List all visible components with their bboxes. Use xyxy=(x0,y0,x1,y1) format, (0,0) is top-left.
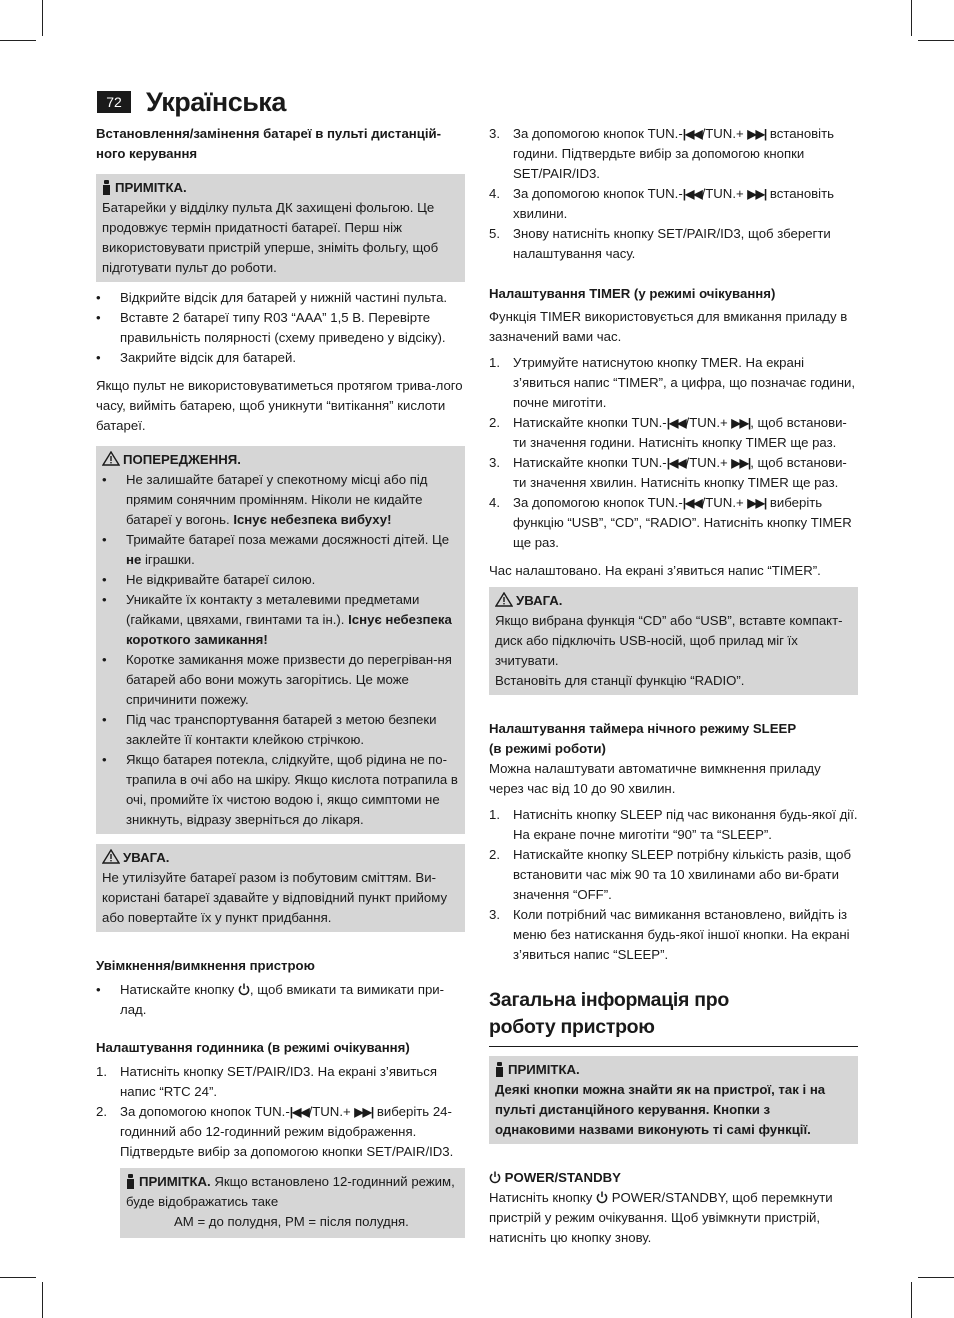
warning-icon xyxy=(102,849,120,864)
next-icon: ▶▶| xyxy=(731,456,751,470)
prev-icon: |◀◀ xyxy=(289,1105,309,1119)
crop-mark xyxy=(911,1282,912,1318)
caution-title: УВАГА. xyxy=(495,591,852,611)
crop-mark xyxy=(911,0,912,36)
note-clock-line: AM = до полудня, PM = після полудня. xyxy=(174,1214,409,1229)
list-item: 4. За допомогою кнопок TUN.-|◀◀/TUN.+ ▶▶| виберіть функцію “USB”, “CD”, “RADIO”. Натисніть кнопку TIMER ще раз. xyxy=(489,495,852,550)
sleep-intro: Можна налаштувати автоматичне вимкнення приладу через час від 10 до 90 хвилин. xyxy=(489,761,821,796)
power-icon xyxy=(596,1191,608,1204)
power-heading: Увімкнення/вимкнення пристрою xyxy=(96,958,315,973)
battery-heading: Встановлення/замінення батареї в пульті дистанцій-ного керування xyxy=(96,126,442,161)
page-title: Українська xyxy=(146,87,286,117)
battery-steps xyxy=(96,288,465,368)
note-clock-text: ПРИМІТКА. Якщо встановлено 12-годинний режим, буде відображатись таке xyxy=(126,1174,455,1209)
right-column xyxy=(489,124,858,1248)
battery-paragraph: Якщо пульт не використовуватиметься протягом трива-лого часу, вийміть батарею, щоб уникнути “витікання” кислоти батареї. xyxy=(96,378,463,433)
list-item: • Коротке замикання може призвести до перегріван-ня батарей або вони можуть загорітись. Це може спричинити пожежу. xyxy=(102,650,459,710)
list-item: • Не відкривайте батареї силою. xyxy=(102,570,459,590)
list-item: • Закрийте відсік для батарей. xyxy=(96,348,465,368)
list-item: 5. Знову натисніть кнопку SET/PAIR/ID3, щоб зберегти налаштування часу. xyxy=(489,226,831,261)
standby-text: Натисніть кнопку POWER/STANDBY, щоб перемкнути пристрій у режим очікування. Щоб увімкнути пристрій, натисніть цю кнопку знову. xyxy=(489,1190,833,1245)
prev-icon: |◀◀ xyxy=(682,187,702,201)
crop-mark xyxy=(42,0,43,36)
crop-mark xyxy=(0,40,36,41)
crop-mark xyxy=(918,40,954,41)
caution-line: Якщо вибрана функція “CD” або “USB”, вставте компакт-диск або підключіть USB-носій, щоб прилад міг їх зчитувати. xyxy=(495,613,843,668)
crop-mark xyxy=(0,1277,36,1278)
warning-icon xyxy=(102,451,120,466)
list-item: 1. Утримуйте натиснутою кнопку TMER. На екрані з’явиться напис “TIMER”, а цифра, що позначає години, почне миготіти. xyxy=(489,355,856,410)
caution-text: Не утилізуйте батареї разом із побутовим сміттям. Ви-користані батареї здавайте у відповідний пункт прийому або повертайте їх у пункт придбання. xyxy=(102,870,448,925)
next-icon: ▶▶| xyxy=(731,416,751,430)
power-icon xyxy=(238,983,250,996)
clock-steps xyxy=(96,1062,465,1162)
list-item: • Вставте 2 батареї типу R03 “AAA” 1,5 В. Перевірте правильність полярності (схему приведено у відсіку). xyxy=(96,308,465,348)
note-box-general xyxy=(489,1056,858,1144)
standby-heading: POWER/STANDBY xyxy=(489,1168,858,1188)
note-box-battery xyxy=(96,174,465,282)
sleep-heading: Налаштування таймера нічного режиму SLEEP xyxy=(489,721,797,736)
power-icon xyxy=(489,1171,501,1184)
list-item: 2. Натискайте кнопки TUN.-|◀◀/TUN.+ ▶▶|, щоб встанови-ти значення години. Натисніть кнопку TIMER ще раз. xyxy=(489,415,847,450)
next-icon: ▶▶| xyxy=(354,1105,374,1119)
caution-title: УВАГА. xyxy=(102,848,459,868)
info-icon xyxy=(102,180,110,194)
prev-icon: |◀◀ xyxy=(666,416,686,430)
timer-intro: Функція TIMER використовується для вмикання приладу в зазначений вами час. xyxy=(489,309,848,344)
list-item: • Не залишайте батареї у спекотному місці або під прямим сонячним промінням. Ніколи не кидайте батареї у вогонь. Існує небезпека вибуху! xyxy=(102,470,459,530)
caution-box xyxy=(96,844,465,932)
next-icon: ▶▶| xyxy=(747,187,767,201)
note-text: Деякі кнопки можна знайти як на пристрої, так і на пульті дистанційного керування. Кнопки з однаковими назвами виконують ті самі функції. xyxy=(495,1082,826,1137)
timer-done: Час налаштовано. На екрані з’явиться напис “TIMER”. xyxy=(489,563,821,578)
warning-list xyxy=(102,470,459,830)
crop-mark xyxy=(42,1282,43,1318)
warning-title: ПОПЕРЕДЖЕННЯ. xyxy=(102,450,459,470)
timer-heading: Налаштування TIMER (у режимі очікування) xyxy=(489,286,776,301)
list-item: 3. За допомогою кнопок TUN.-|◀◀/TUN.+ ▶▶| встановіть години. Підтвердьте вибір за допомогою кнопки SET/PAIR/ID3. xyxy=(489,126,835,181)
prev-icon: |◀◀ xyxy=(682,127,702,141)
list-item: • Натискайте кнопку , щоб вмикати та вимикати при-лад. xyxy=(96,980,465,1020)
list-item: • Уникайте їх контакту з металевими предметами (гайками, цвяхами, гвинтами та ін.). Існує небезпека короткого замикання! xyxy=(102,590,459,650)
list-item: 3. Натискайте кнопки TUN.-|◀◀/TUN.+ ▶▶|, щоб встанови-ти значення хвилин. Натисніть кнопку TIMER ще раз. xyxy=(489,455,847,490)
warning-icon xyxy=(495,592,513,607)
warning-box xyxy=(96,446,465,834)
clock-heading: Налаштування годинника (в режимі очікування) xyxy=(96,1040,410,1055)
list-item: • Відкрийте відсік для батарей у нижній частині пульта. xyxy=(96,288,465,308)
caution-line: Встановіть для станції функцію “RADIO”. xyxy=(495,673,745,688)
prev-icon: |◀◀ xyxy=(682,496,702,510)
general-heading: Загальна інформація про роботу пристрою xyxy=(489,989,729,1038)
list-item: 3. Коли потрібний час вимикання встановлено, вийдіть із меню без натискання будь-якої іншої кнопки. На екрані з’явиться напис “SLEEP”. xyxy=(489,907,850,962)
info-icon xyxy=(126,1174,134,1188)
info-icon xyxy=(495,1062,503,1076)
note-title: ПРИМІТКА. xyxy=(102,178,459,198)
note-box-clock xyxy=(120,1168,465,1238)
list-item: 2. За допомогою кнопок TUN.-|◀◀/TUN.+ ▶▶| виберіть 24-годинний або 12-годинний режим відображення. Підтвердьте вибір за допомогою кнопки SET/PAIR/ID3. xyxy=(96,1104,454,1159)
page-number: 72 xyxy=(97,91,131,113)
note-title: ПРИМІТКА. xyxy=(495,1060,852,1080)
next-icon: ▶▶| xyxy=(747,496,767,510)
next-icon: ▶▶| xyxy=(747,127,767,141)
crop-mark xyxy=(918,1277,954,1278)
power-list xyxy=(96,980,465,1020)
prev-icon: |◀◀ xyxy=(666,456,686,470)
left-column xyxy=(96,124,465,1238)
list-item: 4. За допомогою кнопок TUN.-|◀◀/TUN.+ ▶▶| встановіть хвилини. xyxy=(489,186,835,221)
list-item: • Тримайте батареї поза межами досяжності дітей. Це не іграшки. xyxy=(102,530,459,570)
list-item: 1. Натисніть кнопку SET/PAIR/ID3. На екрані з’явиться напис “RTC 24”. xyxy=(96,1064,437,1099)
divider xyxy=(489,1046,858,1047)
list-item: • Під час транспортування батарей з метою безпеки заклейте її контакти клейкою стрічкою. xyxy=(102,710,459,750)
list-item: 2. Натискайте кнопку SLEEP потрібну кількість разів, щоб встановити час між 90 та 10 хвилинами або ви-брати значення “OFF”. xyxy=(489,847,851,902)
clock-steps-cont xyxy=(489,124,858,264)
list-item: 1. Натисніть кнопку SLEEP під час виконання будь-якої дії. На екране почне миготіти “90” та “SLEEP”. xyxy=(489,807,858,842)
list-item: • Якщо батарея потекла, слідкуйте, щоб рідина не по-трапила в очі або на шкіру. Якщо кислота потрапила в очі, промийте їх чистою водою і, якщо симптоми не зникнуть, відразу зверніться до лікаря. xyxy=(102,750,459,830)
caution-box-timer xyxy=(489,587,858,695)
note-text: Батарейки у відділку пульта ДК захищені фольгою. Це продовжує термін придатності батареї. Перш ніж використовувати пристрій уперше, зніміть фольгу, щоб підготувати пульт до роботи. xyxy=(102,200,439,275)
timer-steps xyxy=(489,353,858,553)
sleep-subheading: (в режимі роботи) xyxy=(489,741,606,756)
sleep-steps xyxy=(489,805,858,965)
